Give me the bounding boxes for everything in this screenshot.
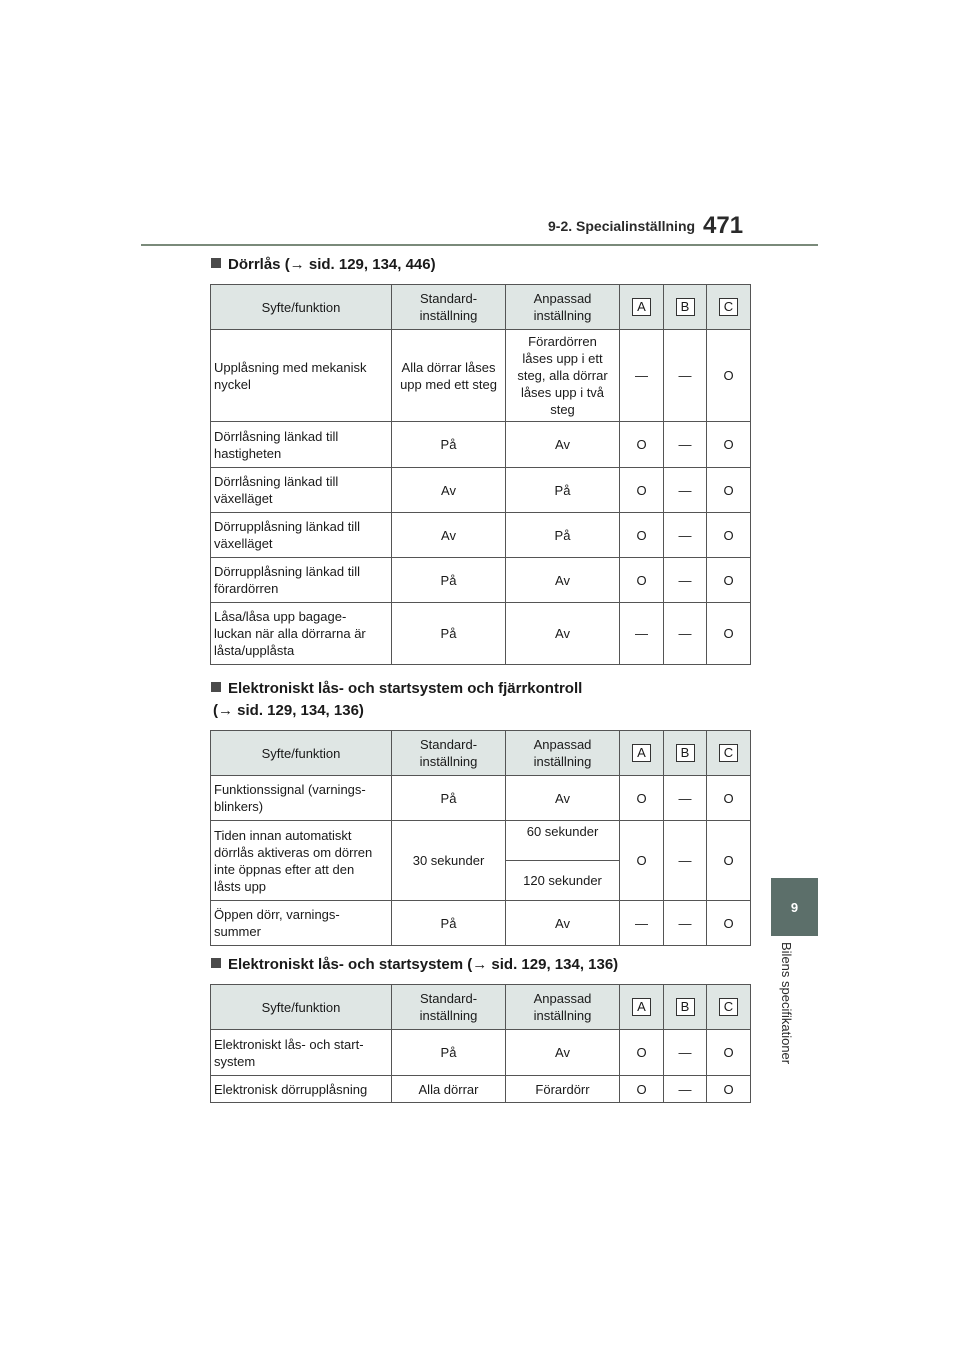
cell-c: O <box>707 901 751 946</box>
cell-purpose: Dörrupplåsning länkad till förardörren <box>211 558 392 603</box>
header-a <box>620 985 664 1030</box>
cell-custom-option-1: 60 sekunder <box>506 821 620 861</box>
header-custom: Anpassad inställning <box>506 285 620 330</box>
cell-purpose: Dörrlåsning länkad till växelläget <box>211 468 392 513</box>
letter-a-box: A <box>632 744 651 762</box>
table-row <box>211 468 751 513</box>
cell-standard: På <box>392 776 506 821</box>
letter-b-box: B <box>676 298 695 316</box>
cell-purpose: Tiden innan automatiskt dörrlås aktiveras om dörren inte öppnas efter att den låsts upp <box>211 821 392 901</box>
letter-b-box: B <box>676 998 695 1016</box>
table-body <box>211 776 751 821</box>
header-purpose: Syfte/funktion <box>211 731 392 776</box>
table-row <box>211 1030 751 1076</box>
cell-a: O <box>620 468 664 513</box>
cell-b: — <box>664 603 707 665</box>
section-heading-text: Dörrlås (→ sid. 129, 134, 446) <box>228 256 436 273</box>
table-header-row <box>211 731 751 776</box>
table-header-row <box>211 985 751 1030</box>
cell-standard: 30 sekunder <box>392 821 506 901</box>
table-row <box>211 603 751 665</box>
cell-a: O <box>620 513 664 558</box>
header-custom: Anpassad inställning <box>506 731 620 776</box>
cell-purpose: Upplåsning med mekanisk nyckel <box>211 330 392 422</box>
cell-custom: Av <box>506 901 620 946</box>
section-heading-smart-start <box>211 954 618 976</box>
cell-c: O <box>707 513 751 558</box>
cell-c: O <box>707 821 751 901</box>
header-b <box>664 285 707 330</box>
table-body <box>211 901 751 946</box>
table-row <box>211 330 751 422</box>
cell-a: — <box>620 603 664 665</box>
header-c <box>707 731 751 776</box>
cell-custom: Förardörr <box>506 1076 620 1103</box>
square-bullet-icon <box>211 258 221 268</box>
cell-b: — <box>664 776 707 821</box>
section-heading-door-lock <box>211 254 436 276</box>
cell-custom: På <box>506 468 620 513</box>
header-divider <box>141 244 818 246</box>
cell-standard: På <box>392 603 506 665</box>
header-c <box>707 985 751 1030</box>
header-purpose: Syfte/funktion <box>211 985 392 1030</box>
cell-purpose: Funktionssignal (varnings- blinkers) <box>211 776 392 821</box>
letter-c-box: C <box>719 744 738 762</box>
header-custom: Anpassad inställning <box>506 985 620 1030</box>
cell-standard: På <box>392 901 506 946</box>
header-standard: Standard- inställning <box>392 285 506 330</box>
cell-custom: Förardörren låses upp i ett steg, alla dörrar låses upp i två steg <box>506 330 620 422</box>
table-row <box>211 776 751 821</box>
timer-rows <box>211 821 751 901</box>
cell-standard: Av <box>392 468 506 513</box>
cell-c: O <box>707 558 751 603</box>
table-row <box>211 558 751 603</box>
cell-custom: Av <box>506 422 620 468</box>
square-bullet-icon <box>211 682 221 692</box>
header-purpose: Syfte/funktion <box>211 285 392 330</box>
cell-b: — <box>664 821 707 901</box>
section-heading-text: Elektroniskt lås- och startsystem (→ sid. 129, 134, 136) <box>228 956 619 973</box>
cell-a: O <box>620 1030 664 1076</box>
cell-standard: Alla dörrar <box>392 1076 506 1103</box>
cell-c: O <box>707 1030 751 1076</box>
cell-purpose: Elektroniskt lås- och start- system <box>211 1030 392 1076</box>
cell-custom: Av <box>506 603 620 665</box>
cell-c: O <box>707 603 751 665</box>
cell-purpose: Elektronisk dörrupplåsning <box>211 1076 392 1103</box>
cell-b: — <box>664 513 707 558</box>
cell-c: O <box>707 468 751 513</box>
cell-standard: På <box>392 558 506 603</box>
chapter-label: Bilens specifikationer <box>779 942 794 1065</box>
cell-b: — <box>664 422 707 468</box>
table-row <box>211 513 751 558</box>
header-c <box>707 285 751 330</box>
header-b <box>664 985 707 1030</box>
cell-b: — <box>664 1030 707 1076</box>
smart-key-table <box>210 730 751 946</box>
cell-a: — <box>620 901 664 946</box>
cell-b: — <box>664 330 707 422</box>
cell-custom: På <box>506 513 620 558</box>
cell-a: O <box>620 422 664 468</box>
cell-b: — <box>664 468 707 513</box>
section-heading-text: (→ sid. 129, 134, 136) <box>213 702 364 719</box>
cell-a: O <box>620 558 664 603</box>
section-heading-text: Elektroniskt lås- och startsystem och fjärrkontroll <box>228 680 583 697</box>
cell-purpose: Öppen dörr, varnings- summer <box>211 901 392 946</box>
letter-a-box: A <box>632 298 651 316</box>
letter-a-box: A <box>632 998 651 1016</box>
table-row <box>211 901 751 946</box>
table-row <box>211 821 751 861</box>
cell-purpose: Dörrupplåsning länkad till växelläget <box>211 513 392 558</box>
cell-a: O <box>620 776 664 821</box>
cell-a: O <box>620 1076 664 1103</box>
cell-b: — <box>664 901 707 946</box>
cell-a: — <box>620 330 664 422</box>
table-body <box>211 1030 751 1103</box>
cell-c: O <box>707 776 751 821</box>
smart-start-table <box>210 984 751 1103</box>
cell-a: O <box>620 821 664 901</box>
cell-b: — <box>664 1076 707 1103</box>
cell-standard: På <box>392 422 506 468</box>
header-a <box>620 731 664 776</box>
letter-c-box: C <box>719 998 738 1016</box>
table-header-row <box>211 285 751 330</box>
door-lock-table <box>210 284 751 665</box>
header-standard: Standard- inställning <box>392 731 506 776</box>
cell-standard: På <box>392 1030 506 1076</box>
cell-purpose: Dörrlåsning länkad till hastigheten <box>211 422 392 468</box>
page-number: 471 <box>703 212 744 239</box>
letter-b-box: B <box>676 744 695 762</box>
cell-custom-option-2: 120 sekunder <box>506 861 620 901</box>
table-body <box>211 330 751 665</box>
letter-c-box: C <box>719 298 738 316</box>
cell-standard: Av <box>392 513 506 558</box>
cell-c: O <box>707 422 751 468</box>
chapter-tab: 9 <box>771 878 818 936</box>
header-standard: Standard- inställning <box>392 985 506 1030</box>
cell-purpose: Låsa/låsa upp bagage- luckan när alla dörrarna är låsta/upplåsta <box>211 603 392 665</box>
cell-c: O <box>707 1076 751 1103</box>
table-row <box>211 422 751 468</box>
section-heading-smart-key <box>211 678 582 700</box>
table-row <box>211 1076 751 1103</box>
cell-custom: Av <box>506 558 620 603</box>
cell-c: O <box>707 330 751 422</box>
header-a <box>620 285 664 330</box>
cell-standard: Alla dörrar låses upp med ett steg <box>392 330 506 422</box>
section-heading-reference <box>211 700 364 722</box>
cell-custom: Av <box>506 776 620 821</box>
square-bullet-icon <box>211 958 221 968</box>
cell-custom: Av <box>506 1030 620 1076</box>
header-b <box>664 731 707 776</box>
cell-b: — <box>664 558 707 603</box>
section-title: 9-2. Specialinställning <box>548 218 696 234</box>
